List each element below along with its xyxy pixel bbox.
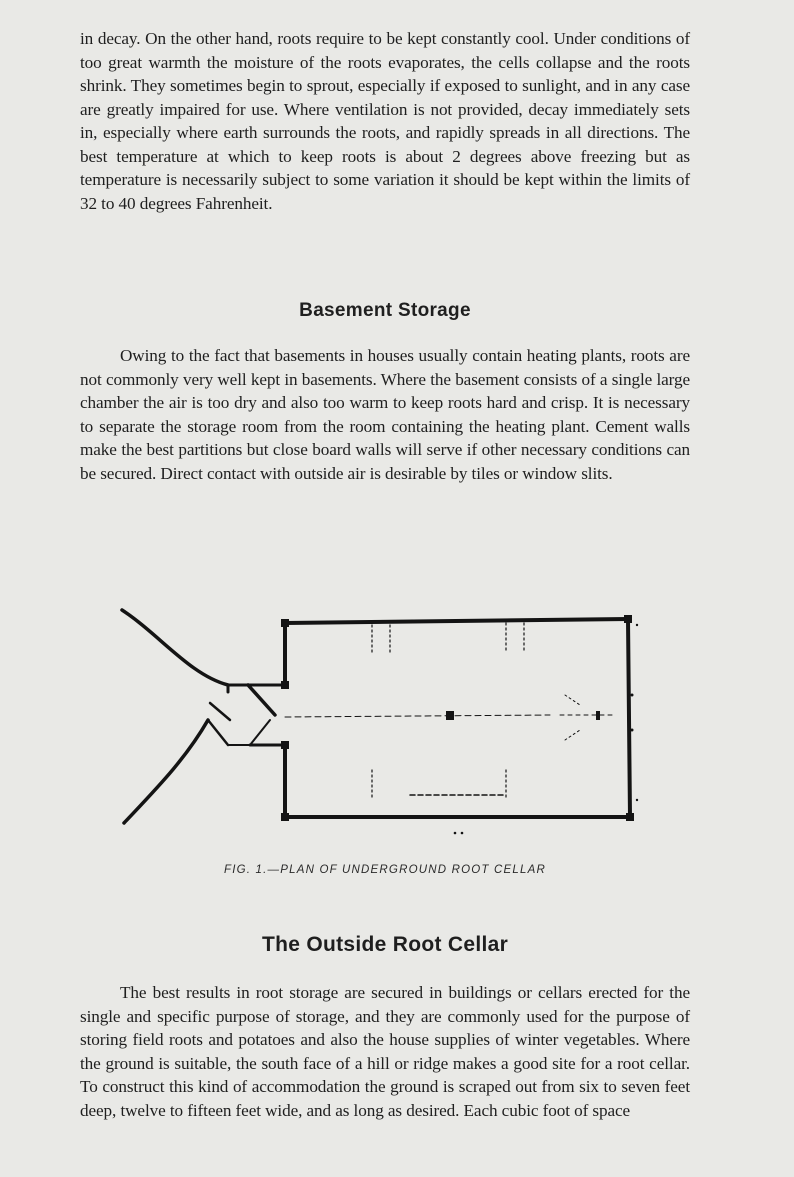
body-paragraph-3: The best results in root storage are secured in buildings or cellars erected for the single and specific purpose of storage, and they are commonly used for the purpose of storing field roots and potatoes and also the house supplies of winter vegetables. Where the ground is suitable, the south face of a hill or ridge makes a good site for a root cellar. To construct this kind of accommodation the ground is scraped out from six to seven feet deep, twelve to fifteen feet wide, and as long as desired. Each cubic foot of space — [80, 983, 690, 1120]
body-paragraph-1: in decay. On the other hand, roots require to be kept constantly cool. Under conditions of too great warmth the moisture of the roots evaporates, the cells collapse and the roots shrink. They sometimes begin to sprout, especially if exposed to sunlight, and in any case are greatly impaired for use. Where ventilation is not provided, decay immediately sets in, especially where earth surrounds the roots, and rapidly spreads in all directions. The best temperature at which to keep roots is about 2 degrees above freezing but as temperature is necessarily subject to some variation it should be kept within the limits of 32 to 40 degrees Fahrenheit. — [80, 29, 690, 213]
figure-caption: FIG. 1.—PLAN OF UNDERGROUND ROOT CELLAR — [224, 864, 546, 876]
root-cellar-plan-drawing — [110, 595, 670, 845]
section-heading-basement-storage: Basement Storage — [299, 300, 471, 321]
body-paragraph-2: Owing to the fact that basements in houses usually contain heating plants, roots are not commonly very well kept in basements. Where the basement consists of a single large chamber the air is too dry and also too warm to keep roots hard and crisp. It is necessary to separate the storage room from the room containing the heating plant. Cement walls make the best partitions but close board walls will serve if other necessary conditions can be secured. Direct contact with outside air is desirable by tiles or window slits. — [80, 346, 690, 483]
section-heading-outside-root-cellar: The Outside Root Cellar — [261, 933, 509, 956]
